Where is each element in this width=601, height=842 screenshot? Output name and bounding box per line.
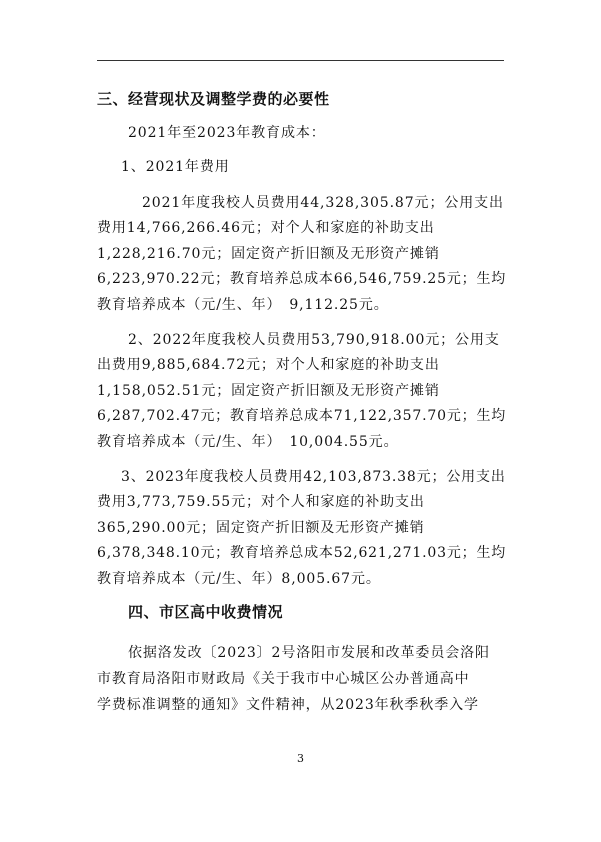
- paragraph-2021-line-4: 6,223,970.22元；教育培养总成本66,546,759.25元；生均: [97, 271, 507, 287]
- section-heading-4: 四、市区高中收费情况: [128, 603, 284, 621]
- paragraph-2023-line-5: 教育培养成本（元/生、年）8,005.67元。: [97, 571, 381, 587]
- paragraph-2022-line-1: 2、2022年度我校人员费用53,790,918.00元；公用支: [128, 332, 500, 348]
- paragraph-2021-line-3: 1,228,216.70元；固定资产折旧额及无形资产摊销: [97, 246, 440, 262]
- paragraph-2023-line-1: 3、2023年度我校人员费用42,103,873.38元；公用支出: [121, 469, 506, 485]
- paragraph-4-line-2: 市教育局洛阳市财政局《关于我市中心城区公办普通高中: [97, 671, 470, 687]
- paragraph-2021-line-5: 教育培养成本（元/生、年） 9,112.25元。: [97, 297, 389, 313]
- paragraph-2022-line-4: 6,287,702.47元；教育培养总成本71,122,357.70元；生均: [97, 408, 507, 424]
- paragraph-2023-line-2: 费用3,773,759.55元；对个人和家庭的补助支出: [97, 494, 425, 510]
- page-number: 3: [297, 752, 304, 765]
- intro-line: 2021年至2023年教育成本：: [128, 125, 326, 141]
- paragraph-2023-line-4: 6,378,348.10元；教育培养总成本52,621,271.03元；生均: [97, 545, 507, 561]
- paragraph-4-line-3: 学费标准调整的通知》文件精神，从2023年秋季秋季入学: [97, 697, 479, 713]
- paragraph-2023-line-3: 365,290.00元；固定资产折旧额及无形资产摊销: [97, 520, 425, 536]
- header-rule: [97, 60, 504, 61]
- paragraph-2022-line-2: 出费用9,885,684.72元；对个人和家庭的补助支出: [97, 357, 440, 373]
- paragraph-2021-line-1: 2021年度我校人员费用44,328,305.87元；公用支出: [142, 195, 504, 211]
- subheading-2021: 1、2021年费用: [121, 159, 230, 175]
- paragraph-2021-line-2: 费用14,766,266.46元；对个人和家庭的补助支出: [97, 220, 435, 236]
- paragraph-4-line-1: 依据洛发改〔2023〕2号洛阳市发展和改革委员会洛阳: [128, 645, 490, 661]
- paragraph-2022-line-3: 1,158,052.51元；固定资产折旧额及无形资产摊销: [97, 383, 440, 399]
- paragraph-2022-line-5: 教育培养成本（元/生、年） 10,004.55元。: [97, 434, 399, 450]
- section-heading-3: 三、经营现状及调整学费的必要性: [97, 90, 330, 108]
